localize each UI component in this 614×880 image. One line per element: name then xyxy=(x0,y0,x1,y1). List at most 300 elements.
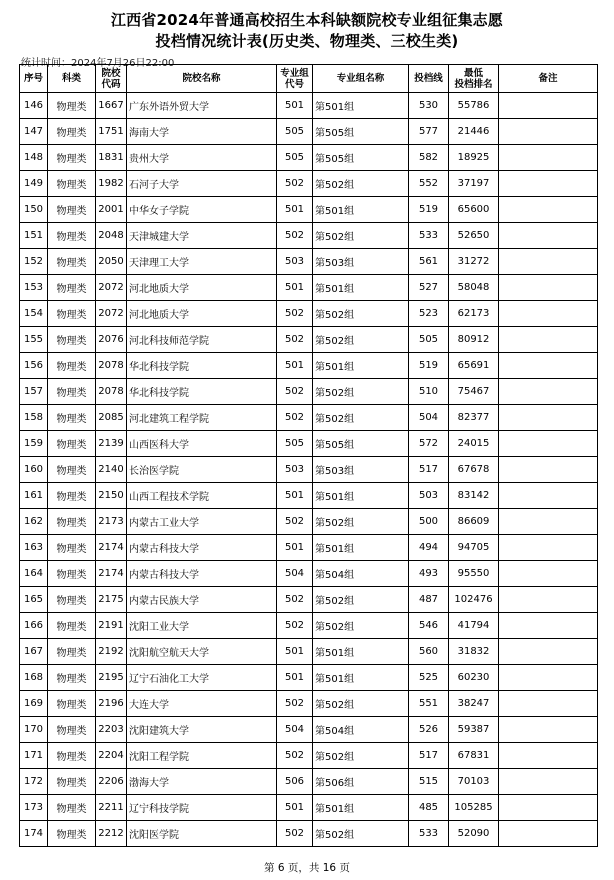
cell-school-code: 2174 xyxy=(96,561,127,587)
cell-note xyxy=(499,353,598,379)
header-school-code-line1: 院校 xyxy=(101,67,121,79)
cell-group-code: 502 xyxy=(277,301,313,327)
cell-group-name: 第501组 xyxy=(313,483,409,509)
cell-note xyxy=(499,301,598,327)
cell-note xyxy=(499,821,598,847)
cell-note xyxy=(499,431,598,457)
cell-rank: 67678 xyxy=(449,457,499,483)
cell-category: 物理类 xyxy=(48,509,96,535)
cell-score: 560 xyxy=(409,639,449,665)
cell-note xyxy=(499,119,598,145)
cell-note xyxy=(499,93,598,119)
cell-group-name: 第504组 xyxy=(313,561,409,587)
cell-seq: 173 xyxy=(20,795,48,821)
header-rank xyxy=(449,65,499,93)
cell-rank: 38247 xyxy=(449,691,499,717)
cell-category: 物理类 xyxy=(48,275,96,301)
table-row xyxy=(20,119,598,145)
cell-school-code: 2206 xyxy=(96,769,127,795)
cell-school-code: 2085 xyxy=(96,405,127,431)
cell-group-code: 502 xyxy=(277,821,313,847)
cell-school-code: 2191 xyxy=(96,613,127,639)
cell-note xyxy=(499,405,598,431)
cell-note xyxy=(499,743,598,769)
cell-group-code: 501 xyxy=(277,93,313,119)
table-row xyxy=(20,561,598,587)
cell-score: 504 xyxy=(409,405,449,431)
cell-group-code: 502 xyxy=(277,379,313,405)
cell-seq: 153 xyxy=(20,275,48,301)
cell-group-name: 第503组 xyxy=(313,457,409,483)
cell-school-name: 河北建筑工程学院 xyxy=(127,405,277,431)
table-row xyxy=(20,457,598,483)
header-school-code-line2: 代码 xyxy=(101,78,121,90)
cell-category: 物理类 xyxy=(48,691,96,717)
cell-group-name: 第505组 xyxy=(313,145,409,171)
table-row xyxy=(20,405,598,431)
cell-category: 物理类 xyxy=(48,405,96,431)
cell-seq: 152 xyxy=(20,249,48,275)
cell-note xyxy=(499,197,598,223)
cell-seq: 146 xyxy=(20,93,48,119)
cell-seq: 163 xyxy=(20,535,48,561)
cell-school-name: 华北科技学院 xyxy=(127,379,277,405)
cell-rank: 31832 xyxy=(449,639,499,665)
cell-seq: 172 xyxy=(20,769,48,795)
cell-school-name: 大连大学 xyxy=(127,691,277,717)
cell-note xyxy=(499,275,598,301)
cell-group-code: 502 xyxy=(277,327,313,353)
cell-seq: 147 xyxy=(20,119,48,145)
cell-group-code: 506 xyxy=(277,769,313,795)
cell-school-name: 天津理工大学 xyxy=(127,249,277,275)
cell-rank: 67831 xyxy=(449,743,499,769)
cell-category: 物理类 xyxy=(48,795,96,821)
cell-school-name: 河北地质大学 xyxy=(127,301,277,327)
cell-group-name: 第504组 xyxy=(313,717,409,743)
cell-score: 519 xyxy=(409,197,449,223)
table-row xyxy=(20,327,598,353)
cell-score: 530 xyxy=(409,93,449,119)
cell-rank: 41794 xyxy=(449,613,499,639)
cell-seq: 157 xyxy=(20,379,48,405)
cell-school-code: 2076 xyxy=(96,327,127,353)
cell-group-code: 505 xyxy=(277,119,313,145)
cell-seq: 149 xyxy=(20,171,48,197)
table-row xyxy=(20,171,598,197)
cell-note xyxy=(499,223,598,249)
cell-group-name: 第503组 xyxy=(313,249,409,275)
cell-seq: 150 xyxy=(20,197,48,223)
cell-category: 物理类 xyxy=(48,821,96,847)
cell-seq: 148 xyxy=(20,145,48,171)
cell-note xyxy=(499,613,598,639)
cell-note xyxy=(499,379,598,405)
cell-school-name: 沈阳工业大学 xyxy=(127,613,277,639)
cell-school-name: 内蒙古科技大学 xyxy=(127,535,277,561)
table-row xyxy=(20,821,598,847)
header-school-name: 院校名称 xyxy=(127,65,277,93)
cell-seq: 165 xyxy=(20,587,48,613)
table-row xyxy=(20,613,598,639)
cell-school-name: 河北地质大学 xyxy=(127,275,277,301)
cell-group-name: 第501组 xyxy=(313,197,409,223)
cell-group-name: 第502组 xyxy=(313,613,409,639)
cell-score: 485 xyxy=(409,795,449,821)
cell-rank: 60230 xyxy=(449,665,499,691)
cell-group-code: 501 xyxy=(277,535,313,561)
cell-group-code: 502 xyxy=(277,405,313,431)
cell-score: 523 xyxy=(409,301,449,327)
cell-category: 物理类 xyxy=(48,249,96,275)
cell-school-code: 2204 xyxy=(96,743,127,769)
cell-seq: 174 xyxy=(20,821,48,847)
cell-group-code: 503 xyxy=(277,457,313,483)
table-row xyxy=(20,197,598,223)
cell-note xyxy=(499,457,598,483)
cell-rank: 86609 xyxy=(449,509,499,535)
cell-rank: 102476 xyxy=(449,587,499,613)
cell-school-name: 沈阳航空航天大学 xyxy=(127,639,277,665)
cell-note xyxy=(499,769,598,795)
cell-rank: 52090 xyxy=(449,821,499,847)
cell-group-name: 第502组 xyxy=(313,223,409,249)
cell-group-code: 502 xyxy=(277,691,313,717)
cell-score: 510 xyxy=(409,379,449,405)
cell-school-code: 2196 xyxy=(96,691,127,717)
table-row xyxy=(20,665,598,691)
cell-note xyxy=(499,171,598,197)
cell-score: 500 xyxy=(409,509,449,535)
cell-group-name: 第505组 xyxy=(313,119,409,145)
cell-note xyxy=(499,561,598,587)
table-row xyxy=(20,353,598,379)
cell-note xyxy=(499,665,598,691)
cell-school-code: 2072 xyxy=(96,301,127,327)
cell-category: 物理类 xyxy=(48,379,96,405)
cell-seq: 151 xyxy=(20,223,48,249)
cell-note xyxy=(499,795,598,821)
table-row xyxy=(20,795,598,821)
cell-seq: 158 xyxy=(20,405,48,431)
cell-group-code: 501 xyxy=(277,665,313,691)
cell-category: 物理类 xyxy=(48,743,96,769)
cell-category: 物理类 xyxy=(48,145,96,171)
cell-score: 527 xyxy=(409,275,449,301)
cell-note xyxy=(499,145,598,171)
header-rank-line2: 投档排名 xyxy=(454,78,493,90)
cell-category: 物理类 xyxy=(48,665,96,691)
cell-group-code: 502 xyxy=(277,171,313,197)
cell-seq: 164 xyxy=(20,561,48,587)
cell-category: 物理类 xyxy=(48,327,96,353)
cell-school-code: 2078 xyxy=(96,353,127,379)
table-row xyxy=(20,743,598,769)
cell-rank: 94705 xyxy=(449,535,499,561)
cell-school-name: 沈阳医学院 xyxy=(127,821,277,847)
cell-school-name: 渤海大学 xyxy=(127,769,277,795)
header-note: 备注 xyxy=(499,65,598,93)
cell-school-code: 2175 xyxy=(96,587,127,613)
cell-school-name: 海南大学 xyxy=(127,119,277,145)
cell-school-name: 石河子大学 xyxy=(127,171,277,197)
header-group-code-line1: 专业组 xyxy=(280,67,309,79)
cell-rank: 75467 xyxy=(449,379,499,405)
cell-rank: 65691 xyxy=(449,353,499,379)
table-row xyxy=(20,535,598,561)
cell-category: 物理类 xyxy=(48,93,96,119)
cell-note xyxy=(499,327,598,353)
cell-rank: 58048 xyxy=(449,275,499,301)
cell-school-name: 天津城建大学 xyxy=(127,223,277,249)
statistics-timestamp: 统计时间：2024年7月26日22:00 xyxy=(21,58,175,69)
cell-category: 物理类 xyxy=(48,171,96,197)
cell-school-code: 2174 xyxy=(96,535,127,561)
header-group-name: 专业组名称 xyxy=(313,65,409,93)
cell-school-code: 1831 xyxy=(96,145,127,171)
cell-group-name: 第501组 xyxy=(313,665,409,691)
cell-school-name: 贵州大学 xyxy=(127,145,277,171)
cell-category: 物理类 xyxy=(48,119,96,145)
cell-group-name: 第502组 xyxy=(313,171,409,197)
cell-score: 582 xyxy=(409,145,449,171)
cell-group-name: 第506组 xyxy=(313,769,409,795)
cell-school-name: 山西医科大学 xyxy=(127,431,277,457)
cell-score: 517 xyxy=(409,457,449,483)
cell-score: 519 xyxy=(409,353,449,379)
cell-note xyxy=(499,639,598,665)
cell-seq: 156 xyxy=(20,353,48,379)
cell-seq: 162 xyxy=(20,509,48,535)
cell-score: 546 xyxy=(409,613,449,639)
cell-note xyxy=(499,691,598,717)
cell-group-code: 502 xyxy=(277,223,313,249)
cell-school-code: 1751 xyxy=(96,119,127,145)
cell-score: 517 xyxy=(409,743,449,769)
table-header-row xyxy=(20,65,598,93)
cell-score: 526 xyxy=(409,717,449,743)
cell-category: 物理类 xyxy=(48,431,96,457)
cell-school-code: 2072 xyxy=(96,275,127,301)
cell-group-code: 505 xyxy=(277,145,313,171)
cell-school-name: 中华女子学院 xyxy=(127,197,277,223)
admission-table xyxy=(19,64,598,847)
cell-school-name: 沈阳工程学院 xyxy=(127,743,277,769)
header-school-code xyxy=(96,65,127,93)
cell-group-name: 第501组 xyxy=(313,639,409,665)
cell-school-name: 河北科技师范学院 xyxy=(127,327,277,353)
cell-note xyxy=(499,509,598,535)
table-row xyxy=(20,509,598,535)
cell-school-code: 1982 xyxy=(96,171,127,197)
cell-school-code: 2140 xyxy=(96,457,127,483)
cell-rank: 62173 xyxy=(449,301,499,327)
cell-category: 物理类 xyxy=(48,353,96,379)
cell-school-code: 2212 xyxy=(96,821,127,847)
cell-category: 物理类 xyxy=(48,483,96,509)
cell-group-code: 501 xyxy=(277,197,313,223)
cell-rank: 31272 xyxy=(449,249,499,275)
cell-score: 525 xyxy=(409,665,449,691)
cell-score: 515 xyxy=(409,769,449,795)
table-row xyxy=(20,301,598,327)
cell-note xyxy=(499,483,598,509)
cell-group-code: 501 xyxy=(277,639,313,665)
cell-group-name: 第502组 xyxy=(313,821,409,847)
cell-group-code: 502 xyxy=(277,587,313,613)
cell-school-name: 长治医学院 xyxy=(127,457,277,483)
cell-school-code: 2211 xyxy=(96,795,127,821)
cell-group-code: 501 xyxy=(277,795,313,821)
cell-seq: 167 xyxy=(20,639,48,665)
cell-rank: 70103 xyxy=(449,769,499,795)
cell-score: 533 xyxy=(409,223,449,249)
cell-group-name: 第502组 xyxy=(313,587,409,613)
cell-school-name: 内蒙古工业大学 xyxy=(127,509,277,535)
cell-rank: 82377 xyxy=(449,405,499,431)
document-title-line1: 江西省2024年普通高校招生本科缺额院校专业组征集志愿 xyxy=(110,11,504,29)
cell-school-code: 2050 xyxy=(96,249,127,275)
table-row xyxy=(20,587,598,613)
cell-group-name: 第505组 xyxy=(313,431,409,457)
cell-category: 物理类 xyxy=(48,769,96,795)
cell-group-name: 第502组 xyxy=(313,301,409,327)
cell-note xyxy=(499,587,598,613)
table-row xyxy=(20,483,598,509)
cell-school-code: 2001 xyxy=(96,197,127,223)
cell-school-name: 辽宁科技学院 xyxy=(127,795,277,821)
cell-rank: 95550 xyxy=(449,561,499,587)
cell-group-code: 502 xyxy=(277,613,313,639)
header-group-code xyxy=(277,65,313,93)
table-row xyxy=(20,639,598,665)
cell-rank: 65600 xyxy=(449,197,499,223)
cell-note xyxy=(499,717,598,743)
table-row xyxy=(20,379,598,405)
cell-school-name: 沈阳建筑大学 xyxy=(127,717,277,743)
cell-school-name: 辽宁石油化工大学 xyxy=(127,665,277,691)
cell-note xyxy=(499,249,598,275)
cell-group-name: 第501组 xyxy=(313,353,409,379)
cell-group-code: 502 xyxy=(277,509,313,535)
cell-seq: 159 xyxy=(20,431,48,457)
cell-group-name: 第501组 xyxy=(313,795,409,821)
cell-seq: 168 xyxy=(20,665,48,691)
cell-seq: 160 xyxy=(20,457,48,483)
cell-rank: 83142 xyxy=(449,483,499,509)
cell-group-name: 第501组 xyxy=(313,93,409,119)
header-group-code-line2: 代号 xyxy=(284,78,304,90)
cell-group-name: 第502组 xyxy=(313,743,409,769)
cell-school-code: 2192 xyxy=(96,639,127,665)
table-row xyxy=(20,275,598,301)
cell-category: 物理类 xyxy=(48,197,96,223)
cell-seq: 171 xyxy=(20,743,48,769)
cell-score: 552 xyxy=(409,171,449,197)
cell-group-code: 504 xyxy=(277,717,313,743)
cell-school-code: 2150 xyxy=(96,483,127,509)
cell-rank: 37197 xyxy=(449,171,499,197)
cell-category: 物理类 xyxy=(48,223,96,249)
cell-school-code: 2048 xyxy=(96,223,127,249)
cell-school-name: 华北科技学院 xyxy=(127,353,277,379)
cell-school-name: 内蒙古科技大学 xyxy=(127,561,277,587)
header-score: 投档线 xyxy=(409,65,449,93)
header-seq: 序号 xyxy=(20,65,48,93)
cell-rank: 80912 xyxy=(449,327,499,353)
cell-score: 577 xyxy=(409,119,449,145)
cell-rank: 21446 xyxy=(449,119,499,145)
cell-rank: 55786 xyxy=(449,93,499,119)
cell-category: 物理类 xyxy=(48,535,96,561)
table-row xyxy=(20,249,598,275)
table-row xyxy=(20,691,598,717)
table-row xyxy=(20,93,598,119)
cell-group-name: 第502组 xyxy=(313,691,409,717)
document-title-line2: 投档情况统计表(历史类、物理类、三校生类) xyxy=(155,32,459,50)
cell-category: 物理类 xyxy=(48,561,96,587)
cell-school-code: 2078 xyxy=(96,379,127,405)
cell-group-code: 501 xyxy=(277,275,313,301)
cell-category: 物理类 xyxy=(48,639,96,665)
cell-category: 物理类 xyxy=(48,613,96,639)
table-row xyxy=(20,145,598,171)
cell-school-code: 2203 xyxy=(96,717,127,743)
cell-score: 533 xyxy=(409,821,449,847)
cell-school-name: 广东外语外贸大学 xyxy=(127,93,277,119)
cell-rank: 24015 xyxy=(449,431,499,457)
cell-group-code: 503 xyxy=(277,249,313,275)
cell-rank: 59387 xyxy=(449,717,499,743)
cell-group-code: 502 xyxy=(277,743,313,769)
cell-score: 494 xyxy=(409,535,449,561)
cell-score: 561 xyxy=(409,249,449,275)
cell-school-code: 1667 xyxy=(96,93,127,119)
cell-group-code: 501 xyxy=(277,483,313,509)
cell-group-code: 505 xyxy=(277,431,313,457)
table-row xyxy=(20,431,598,457)
cell-group-name: 第501组 xyxy=(313,275,409,301)
cell-category: 物理类 xyxy=(48,457,96,483)
cell-category: 物理类 xyxy=(48,587,96,613)
cell-group-name: 第502组 xyxy=(313,379,409,405)
cell-score: 487 xyxy=(409,587,449,613)
cell-seq: 161 xyxy=(20,483,48,509)
table-row xyxy=(20,223,598,249)
cell-school-code: 2195 xyxy=(96,665,127,691)
table-row xyxy=(20,717,598,743)
cell-group-code: 501 xyxy=(277,353,313,379)
cell-score: 572 xyxy=(409,431,449,457)
cell-seq: 170 xyxy=(20,717,48,743)
cell-category: 物理类 xyxy=(48,301,96,327)
cell-score: 551 xyxy=(409,691,449,717)
cell-group-code: 504 xyxy=(277,561,313,587)
header-rank-line1: 最低 xyxy=(463,67,483,79)
cell-school-code: 2139 xyxy=(96,431,127,457)
cell-score: 505 xyxy=(409,327,449,353)
cell-note xyxy=(499,535,598,561)
cell-score: 503 xyxy=(409,483,449,509)
page-footer: 第 6 页，共 16 页 xyxy=(264,862,350,874)
cell-score: 493 xyxy=(409,561,449,587)
cell-group-name: 第502组 xyxy=(313,509,409,535)
table-body xyxy=(20,93,598,847)
cell-seq: 155 xyxy=(20,327,48,353)
cell-seq: 166 xyxy=(20,613,48,639)
header-category: 科类 xyxy=(48,65,96,93)
cell-rank: 52650 xyxy=(449,223,499,249)
